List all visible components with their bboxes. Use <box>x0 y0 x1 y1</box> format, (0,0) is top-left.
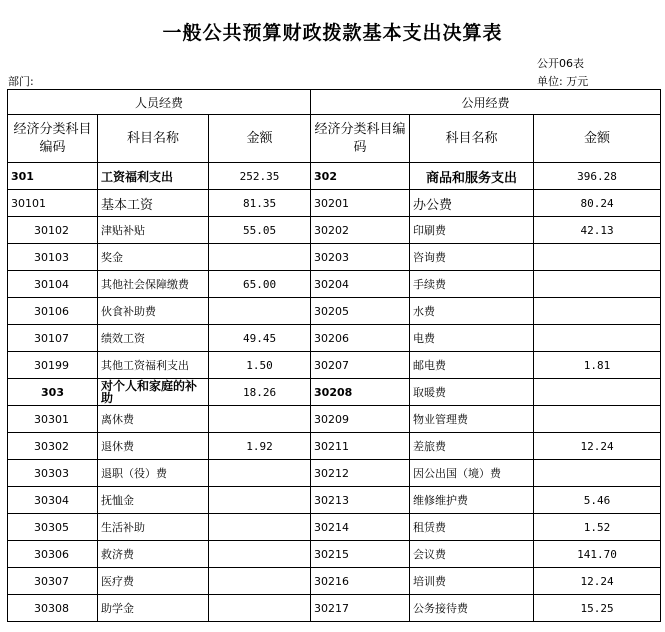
right-amount-cell <box>534 271 661 298</box>
left-name-cell: 退休费 <box>98 433 209 460</box>
left-name-cell: 伙食补助费 <box>98 298 209 325</box>
left-amount-cell: 65.00 <box>209 271 311 298</box>
left-code-cell: 30307 <box>8 568 98 595</box>
right-amount-cell: 1.52 <box>534 514 661 541</box>
left-code-cell: 30102 <box>8 217 98 244</box>
left-name-cell: 津贴补贴 <box>98 217 209 244</box>
left-code-cell: 301 <box>8 163 98 190</box>
group-header-row <box>8 90 661 115</box>
left-code-cell: 30304 <box>8 487 98 514</box>
left-amount-cell: 252.35 <box>209 163 311 190</box>
left-name-cell: 医疗费 <box>98 568 209 595</box>
left-amount-cell <box>209 460 311 487</box>
left-code-cell: 30106 <box>8 298 98 325</box>
right-name-cell: 租赁费 <box>410 514 534 541</box>
table-row <box>8 433 661 460</box>
table-row <box>8 352 661 379</box>
left-amount-cell: 18.26 <box>209 379 311 406</box>
amount-header: 金额 <box>209 115 311 163</box>
right-code-cell: 30214 <box>311 514 410 541</box>
right-name-cell: 印刷费 <box>410 217 534 244</box>
left-code-cell: 30104 <box>8 271 98 298</box>
form-code: 公开06表 <box>537 57 584 70</box>
table-row <box>8 379 661 406</box>
left-name-cell: 其他工资福利支出 <box>98 352 209 379</box>
table-row <box>8 406 661 433</box>
left-name-cell: 退职（役）费 <box>98 460 209 487</box>
right-amount-cell: 42.13 <box>534 217 661 244</box>
page-title: 一般公共预算财政拨款基本支出决算表 <box>162 22 503 44</box>
left-code-cell: 30199 <box>8 352 98 379</box>
econ-code-header: 经济分类科目编码 <box>8 115 98 163</box>
table-row <box>8 568 661 595</box>
amount-header: 金额 <box>534 115 661 163</box>
left-name-cell: 基本工资 <box>98 190 209 217</box>
right-name-cell: 公务接待费 <box>410 595 534 622</box>
right-name-cell: 培训费 <box>410 568 534 595</box>
right-code-cell: 30217 <box>311 595 410 622</box>
left-name-cell: 绩效工资 <box>98 325 209 352</box>
left-name-cell: 离休费 <box>98 406 209 433</box>
right-amount-cell: 1.81 <box>534 352 661 379</box>
right-name-cell: 差旅费 <box>410 433 534 460</box>
left-amount-cell <box>209 244 311 271</box>
right-code-cell: 30209 <box>311 406 410 433</box>
right-code-cell: 30215 <box>311 541 410 568</box>
table-row <box>8 271 661 298</box>
right-code-cell: 30211 <box>311 433 410 460</box>
left-code-cell: 30103 <box>8 244 98 271</box>
right-name-cell: 因公出国（境）费 <box>410 460 534 487</box>
right-code-cell: 302 <box>311 163 410 190</box>
right-code-cell: 30216 <box>311 568 410 595</box>
table-row <box>8 163 661 190</box>
left-name-cell: 生活补助 <box>98 514 209 541</box>
table-row <box>8 541 661 568</box>
left-name-cell: 助学金 <box>98 595 209 622</box>
right-code-cell: 30212 <box>311 460 410 487</box>
right-code-cell: 30201 <box>311 190 410 217</box>
right-amount-cell <box>534 379 661 406</box>
left-amount-cell: 81.35 <box>209 190 311 217</box>
left-amount-cell <box>209 541 311 568</box>
right-name-cell: 办公费 <box>410 190 534 217</box>
right-amount-cell: 12.24 <box>534 568 661 595</box>
personnel-header: 人员经费 <box>8 90 311 115</box>
table-row <box>8 325 661 352</box>
left-amount-cell <box>209 487 311 514</box>
left-name-cell: 其他社会保障缴费 <box>98 271 209 298</box>
left-code-cell: 30303 <box>8 460 98 487</box>
public-header: 公用经费 <box>311 90 661 115</box>
expenditure-table <box>7 89 661 622</box>
table-row <box>8 514 661 541</box>
left-name-cell: 奖金 <box>98 244 209 271</box>
left-amount-cell <box>209 406 311 433</box>
left-code-cell: 30306 <box>8 541 98 568</box>
table-row <box>8 487 661 514</box>
right-code-cell: 30203 <box>311 244 410 271</box>
left-code-cell: 30301 <box>8 406 98 433</box>
table-row <box>8 244 661 271</box>
table-row <box>8 217 661 244</box>
right-name-cell: 会议费 <box>410 541 534 568</box>
left-amount-cell: 1.92 <box>209 433 311 460</box>
right-name-cell: 手续费 <box>410 271 534 298</box>
left-amount-cell <box>209 514 311 541</box>
left-name-cell: 抚恤金 <box>98 487 209 514</box>
right-name-cell: 取暖费 <box>410 379 534 406</box>
right-name-cell: 电费 <box>410 325 534 352</box>
right-amount-cell <box>534 298 661 325</box>
department-label: 部门: <box>8 75 34 88</box>
right-name-cell: 物业管理费 <box>410 406 534 433</box>
right-code-cell: 30208 <box>311 379 410 406</box>
left-amount-cell: 55.05 <box>209 217 311 244</box>
right-name-cell: 维修维护费 <box>410 487 534 514</box>
right-amount-cell: 396.28 <box>534 163 661 190</box>
left-code-cell: 30305 <box>8 514 98 541</box>
right-code-cell: 30207 <box>311 352 410 379</box>
right-amount-cell: 141.70 <box>534 541 661 568</box>
right-amount-cell <box>534 460 661 487</box>
right-amount-cell <box>534 244 661 271</box>
right-code-cell: 30205 <box>311 298 410 325</box>
econ-code-header: 经济分类科目编码 <box>311 115 410 163</box>
item-name-header: 科目名称 <box>98 115 209 163</box>
right-name-cell: 咨询费 <box>410 244 534 271</box>
right-amount-cell: 12.24 <box>534 433 661 460</box>
table-row <box>8 190 661 217</box>
left-code-cell: 30107 <box>8 325 98 352</box>
right-amount-cell: 15.25 <box>534 595 661 622</box>
left-code-cell: 303 <box>8 379 98 406</box>
right-name-cell: 商品和服务支出 <box>410 163 534 190</box>
left-code-cell: 30101 <box>8 190 98 217</box>
left-amount-cell <box>209 298 311 325</box>
right-amount-cell: 80.24 <box>534 190 661 217</box>
table-row <box>8 460 661 487</box>
right-amount-cell <box>534 325 661 352</box>
left-amount-cell <box>209 568 311 595</box>
left-amount-cell <box>209 595 311 622</box>
right-name-cell: 水费 <box>410 298 534 325</box>
right-code-cell: 30204 <box>311 271 410 298</box>
right-code-cell: 30213 <box>311 487 410 514</box>
right-amount-cell: 5.46 <box>534 487 661 514</box>
table-row <box>8 595 661 622</box>
left-name-cell: 救济费 <box>98 541 209 568</box>
left-amount-cell: 1.50 <box>209 352 311 379</box>
right-code-cell: 30206 <box>311 325 410 352</box>
left-name-cell: 对个人和家庭的补助 <box>98 379 209 406</box>
left-name-cell: 工资福利支出 <box>98 163 209 190</box>
left-code-cell: 30308 <box>8 595 98 622</box>
right-amount-cell <box>534 406 661 433</box>
item-name-header: 科目名称 <box>410 115 534 163</box>
right-name-cell: 邮电费 <box>410 352 534 379</box>
unit-label: 单位: 万元 <box>537 75 589 88</box>
table-row <box>8 298 661 325</box>
left-amount-cell: 49.45 <box>209 325 311 352</box>
left-code-cell: 30302 <box>8 433 98 460</box>
right-code-cell: 30202 <box>311 217 410 244</box>
column-header-row <box>8 115 661 163</box>
